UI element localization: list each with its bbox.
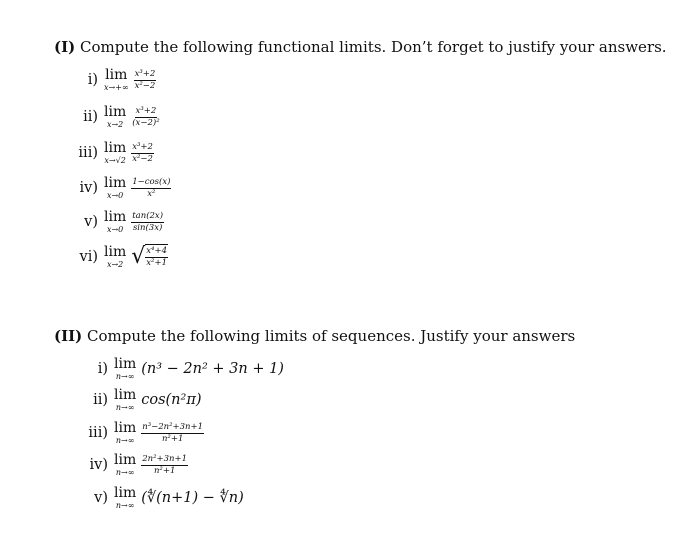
item-number: v) bbox=[94, 490, 108, 506]
item-number: ii) bbox=[83, 109, 98, 125]
denominator: x²−2 bbox=[134, 80, 156, 91]
lim-word: lim bbox=[114, 420, 137, 436]
fraction bbox=[131, 107, 160, 127]
item-number: vi) bbox=[79, 249, 98, 265]
fraction bbox=[131, 178, 171, 198]
fraction bbox=[134, 70, 157, 90]
part-2-item-ii bbox=[80, 388, 202, 412]
denominator: (x−2)² bbox=[132, 117, 160, 128]
lim-word: lim bbox=[104, 244, 127, 260]
lim-subscript: x→+∞ bbox=[104, 83, 129, 92]
numerator: 1−cos(x) bbox=[132, 177, 171, 187]
lim-subscript: x→2 bbox=[106, 120, 124, 129]
part-2-item-i bbox=[80, 357, 284, 381]
lim-subscript: n→∞ bbox=[115, 372, 135, 381]
sequence-expression: (∜(n+1) − ∜n) bbox=[141, 490, 244, 506]
lim-subscript: n→∞ bbox=[115, 468, 135, 477]
fraction bbox=[131, 212, 164, 232]
limit-operator bbox=[114, 388, 136, 412]
item-number: v) bbox=[84, 214, 98, 230]
lim-word: lim bbox=[114, 356, 137, 372]
item-number: ii) bbox=[93, 392, 108, 408]
limit-operator bbox=[114, 421, 136, 445]
part-2-instruction: Compute the following limits of sequences. Justify your answers bbox=[87, 327, 576, 345]
lim-subscript: n→∞ bbox=[115, 436, 135, 445]
limit-operator bbox=[104, 210, 126, 234]
part-1-instruction: Compute the following functional limits. Don’t forget to justify your answers. bbox=[80, 38, 667, 56]
lim-subscript: n→∞ bbox=[115, 403, 135, 412]
numerator: x³+2 bbox=[134, 69, 156, 79]
lim-subscript: x→0 bbox=[106, 191, 124, 200]
part-1-label: (I) bbox=[54, 38, 76, 56]
item-number: iv) bbox=[79, 180, 98, 196]
limit-operator bbox=[104, 245, 126, 269]
radicand bbox=[145, 244, 168, 270]
limit-operator bbox=[104, 105, 126, 129]
part-1-item-iii bbox=[70, 141, 154, 165]
lim-word: lim bbox=[104, 175, 127, 191]
radical-sign-icon: √ bbox=[131, 244, 146, 269]
numerator: x³+2 bbox=[132, 142, 153, 152]
part-2-item-iv bbox=[80, 453, 188, 477]
part-1-item-i bbox=[70, 68, 156, 92]
part-1-item-vi bbox=[70, 244, 168, 270]
item-number: i) bbox=[97, 361, 108, 377]
numerator: 2n²+3n+1 bbox=[142, 454, 188, 464]
fraction bbox=[145, 247, 168, 270]
fraction bbox=[141, 423, 204, 443]
part-2-label: (II) bbox=[54, 327, 83, 345]
lim-word: lim bbox=[104, 104, 127, 120]
item-number: iii) bbox=[78, 145, 98, 161]
sequence-expression: (n³ − 2n² + 3n + 1) bbox=[141, 361, 284, 377]
item-number: i) bbox=[87, 72, 98, 88]
part-1-item-iv bbox=[70, 176, 171, 200]
denominator: n²+1 bbox=[161, 433, 184, 444]
limit-operator bbox=[104, 68, 129, 92]
limit-operator bbox=[104, 176, 126, 200]
denominator: n²+1 bbox=[153, 465, 176, 476]
part-2-item-v bbox=[80, 486, 244, 510]
limit-operator bbox=[114, 486, 136, 510]
lim-subscript: x→0 bbox=[106, 225, 124, 234]
denominator: sin(3x) bbox=[132, 222, 163, 233]
part-1-item-v bbox=[70, 210, 164, 234]
part-1-heading bbox=[54, 38, 667, 56]
fraction bbox=[141, 455, 188, 475]
item-number: iii) bbox=[88, 425, 108, 441]
denominator: x²−2 bbox=[132, 153, 153, 164]
lim-word: lim bbox=[114, 485, 137, 501]
lim-word: lim bbox=[105, 67, 128, 83]
numerator: x³+2 bbox=[135, 106, 157, 116]
square-root bbox=[131, 244, 168, 270]
numerator: tan(2x) bbox=[132, 211, 164, 221]
item-number: iv) bbox=[89, 457, 108, 473]
denominator: x² bbox=[147, 188, 156, 199]
lim-subscript: n→∞ bbox=[115, 501, 135, 510]
limit-operator bbox=[104, 141, 126, 165]
lim-subscript: x→√2 bbox=[104, 156, 126, 165]
denominator: x²+1 bbox=[146, 257, 167, 268]
sequence-expression: cos(n²π) bbox=[141, 392, 202, 408]
numerator: x⁴+4 bbox=[146, 246, 167, 256]
fraction bbox=[131, 143, 154, 163]
lim-word: lim bbox=[114, 452, 137, 468]
part-1-item-ii bbox=[70, 105, 161, 129]
part-2-item-iii bbox=[80, 421, 204, 445]
lim-word: lim bbox=[104, 140, 127, 156]
limit-operator bbox=[114, 453, 136, 477]
lim-subscript: x→2 bbox=[106, 260, 124, 269]
limit-operator bbox=[114, 357, 136, 381]
lim-word: lim bbox=[114, 387, 137, 403]
lim-word: lim bbox=[104, 209, 127, 225]
numerator: n³−2n²+3n+1 bbox=[142, 422, 204, 432]
part-2-heading bbox=[54, 327, 575, 345]
